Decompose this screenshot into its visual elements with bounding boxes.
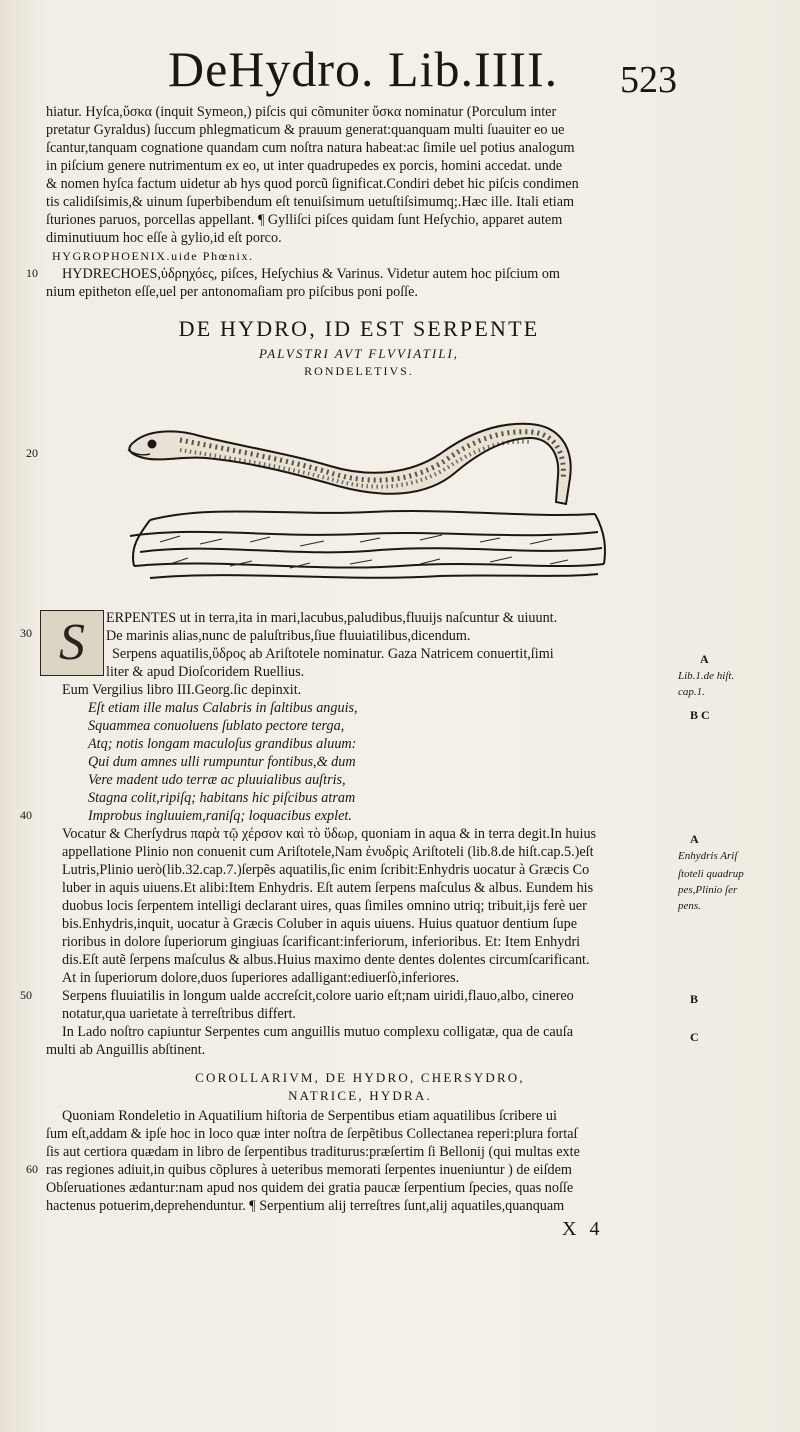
text-line: & nomen hyſca factum uidetur ab hys quod porcũ ſignificat.Condiri debet hic piſcis condimen: [46, 176, 579, 192]
verse-line: Improbus ingluuiem,raniſq; loquacibus explet.: [88, 808, 352, 824]
line-number: 30: [20, 626, 32, 640]
entry-hygrophoenix: HYGROPHOENIX.uide Phœnix.: [52, 249, 254, 263]
text-line: liter & apud Dioſcoridem Ruellius.: [106, 664, 305, 680]
line-number: 40: [20, 808, 32, 822]
text-line: ſturiones paruos, porcellas appellant. ¶ Gylliſci piſces quidam ſunt Heſychio, apparet autem: [46, 212, 563, 228]
text-line: dis.Eſt autẽ ſerpens maſculus & albus.Huius maximo dente dentes dolentes circumſcarificant.: [62, 952, 590, 968]
text-line: ras regiones adiuit,in quibus cõplures à ueteribus memorati ſerpentes inueniuntur ) de eiſdem: [46, 1162, 572, 1178]
text-line: pretatur Gyraldus) ſuccum phlegmaticum & prauum generat:quanquam multi ſuauiter eo ue: [46, 122, 565, 138]
margin-letter: A: [700, 652, 709, 666]
text-line: Obſeruationes ædantur:nam apud nos quidem dei gratia paucæ ſerpentium ſpecies, quas noſſe: [46, 1180, 574, 1196]
line-number: 20: [26, 446, 38, 460]
verse-line: Vere madent udo terræ ac pluuialibus auſtris,: [88, 772, 346, 788]
section-title: DE HYDRO, ID EST SERPENTE: [178, 316, 540, 341]
verse-line: Eſt etiam ille malus Calabris in ſaltibus anguis,: [88, 700, 358, 716]
verse-line: Stagna colit,ripiſq; habitans hic piſcibus atram: [88, 790, 356, 806]
text-line: Vocatur & Cherſydrus παρὰ τῷ χέρσον καὶ τὸ ὕδωρ, quoniam in aqua & in terra degit.In huius: [62, 826, 597, 842]
text-line: Quoniam Rondeletio in Aquatilium hiſtoria de Serpentibus etiam aquatilibus ſcribere ui: [62, 1108, 557, 1124]
margin-note: ſtoteli quadrup: [678, 868, 744, 880]
margin-letter: B: [690, 992, 699, 1006]
text-line: diminutiuum hoc eſſe à gylio,id eſt porco.: [46, 230, 282, 246]
text-line: hiatur. Hyſca,ὕσκα (inquit Symeon,) piſcis qui cõmuniter ὕσκα nominatur (Porculum inter: [46, 104, 557, 120]
text-line: Eum Vergilius libro III.Georg.ſic depinxit.: [62, 682, 302, 698]
text-line: duobus locis ſerpentem intelligi declarant uires, quas ſimiles omnino utriq; tribuit,ijs ferè uer: [62, 898, 587, 914]
verse-line: Squammea conuoluens ſublato pectore terga,: [88, 718, 345, 734]
text-line: Lutris,Plinio uerò(lib.32.cap.7.)ſerpẽs aquatilis,ſic enim ſcribit:Enhydris uocatur à Græcis Co: [62, 862, 590, 878]
text-line: ſum eſt,addam & ipſe hoc in loco quæ inter noſtra de ſerpẽtibus Collectanea reperi:plura fortaſ: [46, 1126, 578, 1142]
signature-mark: X 4: [562, 1218, 604, 1240]
text-line: ERPENTES ut in terra,ita in mari,lacubus,paludibus,fluuijs naſcuntur & uiuunt.: [106, 610, 558, 626]
corollarium-subtitle: NATRICE, HYDRA.: [288, 1088, 432, 1103]
margin-letter: A: [690, 832, 699, 846]
verse-line: Qui dum amnes ulli rumpuntur fontibus,& dum: [88, 754, 356, 770]
margin-note: Enhydris Ariſ: [678, 850, 738, 862]
text-line: notatur,qua uarietate à terreſtribus differt.: [62, 1006, 296, 1022]
snake-body: [128, 424, 571, 504]
text-line: luber in aquis uiuens.Et alibi:Item Enhydris. Eſt autem ſerpens maſculus & albus. Eundem his: [62, 880, 594, 896]
initial-letter: S: [59, 614, 85, 671]
line-number: 60: [26, 1162, 38, 1176]
margin-note: Lib.1.de hiſt.: [678, 670, 735, 682]
text-line: hactenus potuerim,deprehenduntur. ¶ Serpentium alij terreſtres ſunt,alij aquatiles,quanquam: [46, 1198, 565, 1214]
page-number: 523: [620, 59, 677, 101]
text-line: At in ſuperiorum dolore,duos ſuperiores adalligant:ediuerſò,inferiores.: [62, 970, 460, 986]
section-subtitle: PALVSTRI AVT FLVVIATILI,: [258, 346, 460, 361]
text-line: bis.Enhydris,inquit, uocatur à Græcis Coluber in aquis uiuens. Huius quatuor dentium ſupe: [62, 916, 578, 932]
running-head: DeHydro. Lib.IIII.: [168, 41, 559, 97]
margin-note: cap.1.: [678, 686, 705, 698]
text-line: nium epitheton eſſe,uel per antonomaſiam pro piſcibus poni poſſe.: [46, 284, 418, 300]
water-snake-woodcut: [120, 418, 610, 590]
line-number: 10: [26, 266, 38, 280]
text-line: rioribus in dolore ſuperiorum gingiuas ſcarificant:inferiorum, inferioribus. Et: Item Enhydri: [62, 934, 581, 950]
text-line: tis calidiſsimis,& uinum ſuperbibendum eſt tenuiſsimum uetuſtiſsimumq;.Hæc ille. Itali etiam: [46, 194, 575, 210]
margin-letter: C: [690, 1030, 699, 1044]
text-line: De marinis alias,nunc de paluſtribus,ſiue fluuiatilibus,dicendum.: [106, 628, 471, 644]
snake-eye: [148, 440, 157, 449]
text-line: appellatione Plinio non conuenit cum Ariſtotele,Nam ἐνυδρὶς Ariſtoteli (lib.8.de hiſt.cap.5.)eſt: [62, 844, 594, 860]
text-line: Serpens fluuiatilis in longum ualde accreſcit,colore uario eſt;nam uiridi,flauo,albo, cinereo: [62, 988, 574, 1004]
text-line: multi ab Anguillis abſtinent.: [46, 1042, 206, 1058]
text-line: ſis aut certiora quædam in libro de ſerpentibus traditurus:præſertim ſi Bellonij (qui multas exte: [46, 1144, 580, 1160]
line-number: 50: [20, 988, 32, 1002]
margin-note: pens.: [678, 900, 701, 912]
text-line: ſcantur,tanquam cognatione quandam cum noſtra natura habeat:ac ſimile uel potius analogum: [46, 140, 575, 156]
text-line: In Lado noſtro capiuntur Serpentes cum anguillis mutuo complexu colligatæ, qua de cauſa: [62, 1024, 574, 1040]
corollarium-title: COROLLARIVM, DE HYDRO, CHERSYDRO,: [195, 1070, 525, 1085]
decorated-initial: [40, 610, 104, 676]
text-line: Serpens aquatilis,ὕδρος ab Ariſtotele nominatur. Gaza Natricem conuertit,ſimi: [112, 646, 554, 662]
water-waves: [130, 511, 605, 578]
verse-line: Atq; notis longam maculoſus grandibus aluum:: [88, 736, 357, 752]
margin-note: pes,Plinio ſer: [678, 884, 738, 896]
margin-letter: B C: [690, 708, 710, 722]
text-line: HYDRECHOES,ὑδρηχόες, piſces, Heſychius & Varinus. Videtur autem hoc piſcium om: [62, 266, 560, 282]
section-author: RONDELETIVS.: [304, 364, 414, 378]
text-line: in piſcium genere nutrimentum ex eo, ut inter quadrupedes ex porcis, homini accedat. unde: [46, 158, 563, 174]
